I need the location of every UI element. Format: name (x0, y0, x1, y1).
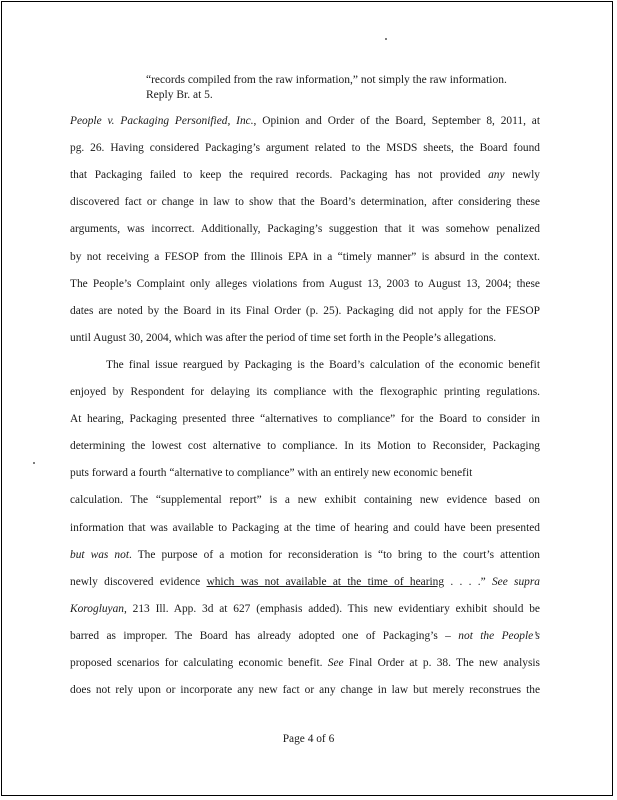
text-run: Final Order at p. 38. The new analysis (343, 657, 540, 669)
text-run: proposed scenarios for calculating economic benefit. (70, 657, 328, 669)
text-line (70, 169, 540, 181)
text-run: barred as improper. The Board has already adopted one of Packaging’s – (70, 629, 459, 642)
text-line (70, 305, 540, 317)
text-line (70, 549, 540, 561)
text-line (106, 359, 540, 371)
scan-speck (385, 38, 387, 40)
text-run: newly (504, 169, 540, 182)
text-line (70, 115, 540, 127)
text-line (70, 630, 540, 642)
scan-speck (33, 462, 35, 464)
page-footer: Page 4 of 6 (282, 733, 335, 745)
text-run: by not receiving a FESOP from the Illinois EPA in a “timely manner” is absurd in the context. (70, 250, 540, 263)
text-run: newly discovered evidence (70, 575, 207, 588)
text-run: . . . .” (444, 575, 492, 588)
text-line (70, 657, 540, 669)
blockquote-line: Reply Br. at 5. (146, 89, 213, 101)
text-line (70, 196, 540, 208)
text-run: . The purpose of a motion for reconsideration is “to bring to the court’s attention (129, 548, 540, 561)
text-run: See supra (491, 575, 540, 588)
text-run: , Opinion and Order of the Board, September 8, 2011, at (253, 115, 540, 127)
text-run: People v. Packaging Personified, Inc. (70, 115, 254, 127)
text-run: but was not (70, 548, 129, 561)
text-line (70, 440, 540, 452)
text-run: enjoyed by Respondent for delaying its compliance with the flexographic printing regulations. (70, 386, 540, 398)
text-run: calculation. The “supplemental report” is a new exhibit containing new evidence based on (70, 494, 540, 507)
text-run: information that was available to Packaging at the time of hearing and could have been presented (70, 521, 540, 534)
text-run: puts forward a fourth “alternative to compliance” with an entirely new economic benefit (70, 467, 473, 480)
text-line (70, 522, 540, 534)
text-run: pg. 26. Having considered Packaging’s argument related to the MSDS sheets, the Board found (70, 142, 540, 155)
blockquote-line: “records compiled from the raw information,” not simply the raw information. (146, 74, 507, 86)
text-run: At hearing, Packaging presented three “alternatives to compliance” for the Board to consider in (70, 413, 540, 426)
text-run: discovered fact or change in law to show that the Board’s determination, after considering these (70, 196, 540, 209)
text-line (70, 223, 540, 235)
text-line (70, 332, 540, 344)
text-line (70, 603, 540, 615)
text-run: determining the lowest cost alternative to compliance. In its Motion to Reconsider, Packaging (70, 440, 540, 453)
text-run: any (488, 169, 505, 182)
text-line (70, 278, 540, 290)
text-run: dates are noted by the Board in its Final Order (p. 25). Packaging did not apply for the FESOP (70, 304, 540, 317)
text-line (70, 467, 540, 479)
text-run: arguments, was incorrect. Additionally, Packaging’s suggestion that it was somehow penalized (70, 223, 540, 236)
text-run: does not rely upon or incorporate any new fact or any change in law but merely reconstrues the (70, 684, 540, 697)
text-run: until August 30, 2004, which was after the period of time set forth in the People’s allegations. (70, 331, 497, 344)
text-line (70, 494, 540, 506)
text-line (70, 251, 540, 263)
text-run: Korogluyan (70, 602, 124, 615)
text-line (70, 386, 540, 398)
text-run: See (327, 657, 344, 669)
text-run: The People’s Complaint only alleges violations from August 13, 2003 to August 13, 2004; these (70, 277, 540, 290)
text-line (70, 413, 540, 425)
text-run: , 213 Ill. App. 3d at 627 (emphasis added). This new evidentiary exhibit should be (124, 602, 540, 615)
text-run: not the People’s (458, 629, 540, 642)
text-line (70, 684, 540, 696)
text-run: that Packaging failed to keep the required records. Packaging has not provided (70, 169, 489, 182)
text-run: The final issue reargued by Packaging is the Board’s calculation of the economic benefit (106, 358, 540, 371)
text-run: which was not available at the time of hearing (206, 575, 445, 588)
text-line (70, 142, 540, 154)
text-line (70, 576, 540, 588)
blockquote (146, 73, 546, 103)
